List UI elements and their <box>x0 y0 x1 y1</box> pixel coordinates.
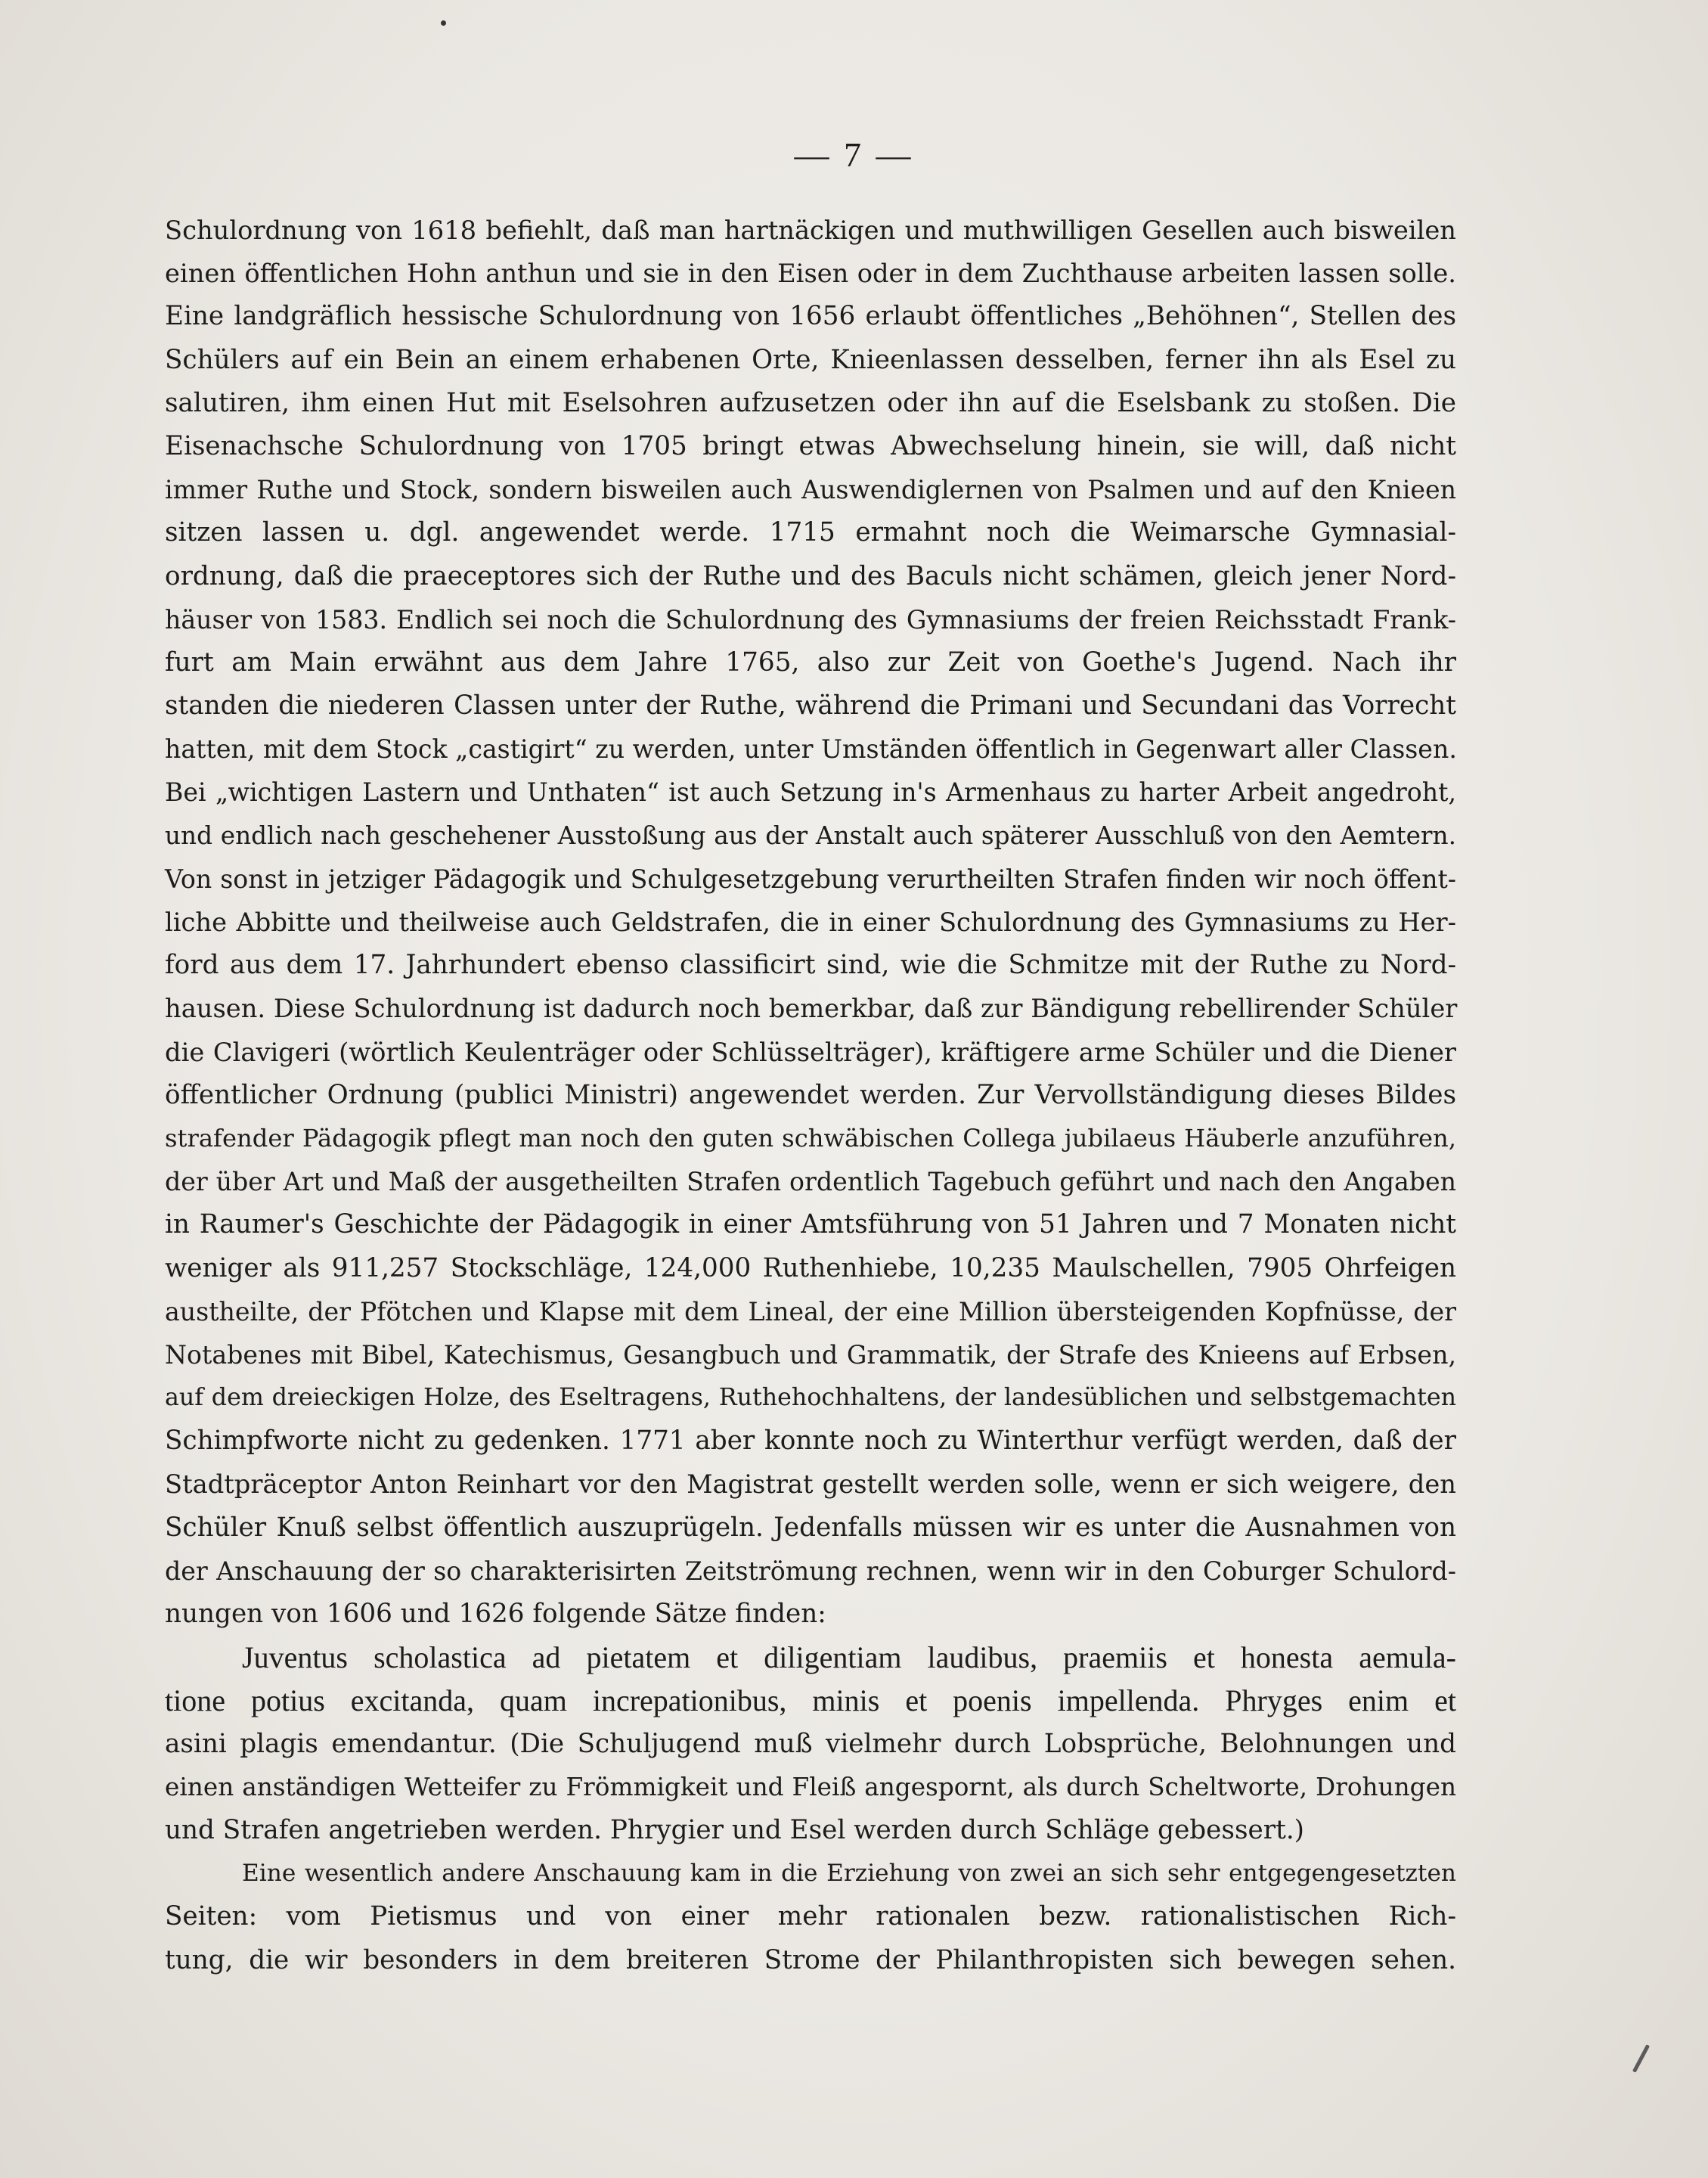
text-line: furt am Main erwähnt aus dem Jahre 1765, also zur Zeit von Goethe's Jugend. Nach ihr <box>165 647 1456 678</box>
text-line: und endlich nach geschehener Ausstoßung aus der Anstalt auch späterer Ausschluß von den Aemtern. <box>165 821 1456 850</box>
text-line: Eine landgräflich hessische Schulordnung von 1656 erlaubt öffentliches „Behöhnen“, Stellen des <box>165 301 1456 332</box>
text-line: Notabenes mit Bibel, Katechismus, Gesangbuch und Grammatik, der Strafe des Knieens auf Erbsen, <box>165 1339 1456 1370</box>
text-line: hausen. Diese Schulordnung ist dadurch noch bemerkbar, daß zur Bändigung rebellirender Schüler <box>165 994 1458 1024</box>
paper-speck <box>441 20 446 26</box>
text-line: tione potius excitanda, quam increpationibus, minis et poenis impellenda. Phryges enim et <box>165 1683 1456 1718</box>
text-line: standen die niederen Classen unter der Ruthe, während die Primani und Secundani das Vorrecht <box>165 690 1456 721</box>
text-line: einen anständigen Wetteifer zu Frömmigkeit und Fleiß angespornt, als durch Scheltworte, Drohungen <box>165 1772 1456 1801</box>
text-line: Stadtpräceptor Anton Reinhart vor den Magistrat gestellt werden solle, wenn er sich weigere, den <box>165 1469 1456 1500</box>
text-line: austheilte, der Pfötchen und Klapse mit dem Lineal, der eine Million übersteigenden Kopfnüsse, der <box>165 1296 1456 1326</box>
text-line: asini plagis emendantur. (Die Schuljugend muß vielmehr durch Lobsprüche, Belohnungen und <box>165 1728 1456 1759</box>
text-line: immer Ruthe und Stock, sondern bisweilen auch Auswendiglernen von Psalmen und auf den Knieen <box>165 475 1456 505</box>
text-line: strafender Pädagogik pflegt man noch den guten schwäbischen Collega jubilaeus Häuberle anzuführen, <box>165 1123 1456 1153</box>
text-line: sitzen lassen u. dgl. angewendet werde. 1715 ermahnt noch die Weimarsche Gymnasial- <box>165 517 1456 548</box>
text-line: einen öffentlichen Hohn anthun und sie in den Eisen oder in dem Zuchthause arbeiten lassen solle. <box>165 259 1456 289</box>
page-number: — 7 — <box>794 135 914 174</box>
text-line: der Anschauung der so charakterisirten Zeitströmung rechnen, wenn wir in den Coburger Schulord- <box>165 1556 1456 1586</box>
text-line: Schülers auf ein Bein an einem erhabenen Orte, Knieenlassen desselben, ferner ihn als Esel zu <box>165 344 1456 375</box>
text-line: tung, die wir besonders in dem breiteren Strome der Philanthropisten sich bewegen sehen. <box>165 1944 1456 1975</box>
text-line: ford aus dem 17. Jahrhundert ebenso classificirt sind, wie die Schmitze mit der Ruthe zu Nord- <box>165 950 1456 981</box>
text-line: Von sonst in jetziger Pädagogik und Schulgesetzgebung verurtheilten Strafen finden wir noch öffent- <box>165 864 1456 894</box>
text-line: öffentlicher Ordnung (publici Ministri) angewendet werden. Zur Vervollständigung dieses Bildes <box>165 1079 1456 1110</box>
text-line: salutiren, ihm einen Hut mit Eselsohren aufzusetzen oder ihn auf die Eselsbank zu stoßen. Die <box>165 387 1456 418</box>
text-line: hatten, mit dem Stock „castigirt“ zu werden, unter Umständen öffentlich in Gegenwart aller Classen. <box>165 734 1457 765</box>
text-line: Eisenachsche Schulordnung von 1705 bringt etwas Abwechselung hinein, sie will, daß nicht <box>165 430 1456 461</box>
text-line: die Clavigeri (wörtlich Keulenträger oder Schlüsselträger), kräftigere arme Schüler und die Diener <box>165 1037 1456 1067</box>
text-line: Schüler Knuß selbst öffentlich auszuprügeln. Jedenfalls müssen wir es unter die Ausnahmen von <box>165 1512 1456 1543</box>
text-line: ordnung, daß die praeceptores sich der Ruthe und des Baculs nicht schämen, gleich jener Nord- <box>165 560 1456 591</box>
text-line: der über Art und Maß der ausgetheilten Strafen ordentlich Tagebuch geführt und nach den Angaben <box>165 1167 1456 1197</box>
text-line: häuser von 1583. Endlich sei noch die Schulordnung des Gymnasiums der freien Reichsstadt Frank- <box>165 604 1456 634</box>
body-text <box>165 209 1456 1982</box>
text-line: weniger als 911,257 Stockschläge, 124,000 Ruthenhiebe, 10,235 Maulschellen, 7905 Ohrfeigen <box>165 1252 1456 1283</box>
text-line: Seiten: vom Pietismus und von einer mehr rationalen bezw. rationalistischen Rich- <box>165 1901 1456 1932</box>
text-line: nungen von 1606 und 1626 folgende Sätze finden: <box>165 1599 826 1629</box>
paper-scratch <box>1632 2044 1650 2073</box>
text-line: liche Abbitte und theilweise auch Geldstrafen, die in einer Schulordnung des Gymnasiums zu Her- <box>165 908 1456 937</box>
text-line: Schulordnung von 1618 befiehlt, daß man hartnäckigen und muthwilligen Gesellen auch bisweilen <box>165 216 1456 245</box>
text-line: und Strafen angetrieben werden. Phrygier und Esel werden durch Schläge gebessert.) <box>165 1814 1305 1845</box>
text-line: Juventus scholastica ad pietatem et diligentiam laudibus, praemiis et honesta aemula- <box>242 1640 1456 1675</box>
text-line: Schimpfworte nicht zu gedenken. 1771 aber konnte noch zu Winterthur verfügt werden, daß der <box>165 1426 1456 1457</box>
text-line: in Raumer's Geschichte der Pädagogik in einer Amtsführung von 51 Jahren und 7 Monaten nicht <box>165 1209 1456 1240</box>
text-line: auf dem dreieckigen Holze, des Eseltragens, Ruthehochhaltens, der landesüblichen und selbstgemachten <box>165 1384 1456 1412</box>
text-line: Bei „wichtigen Lastern und Unthaten“ ist auch Setzung in's Armenhaus zu harter Arbeit angedroht, <box>165 777 1456 808</box>
text-line: Eine wesentlich andere Anschauung kam in die Erziehung von zwei an sich sehr entgegengesetzten <box>242 1860 1456 1888</box>
